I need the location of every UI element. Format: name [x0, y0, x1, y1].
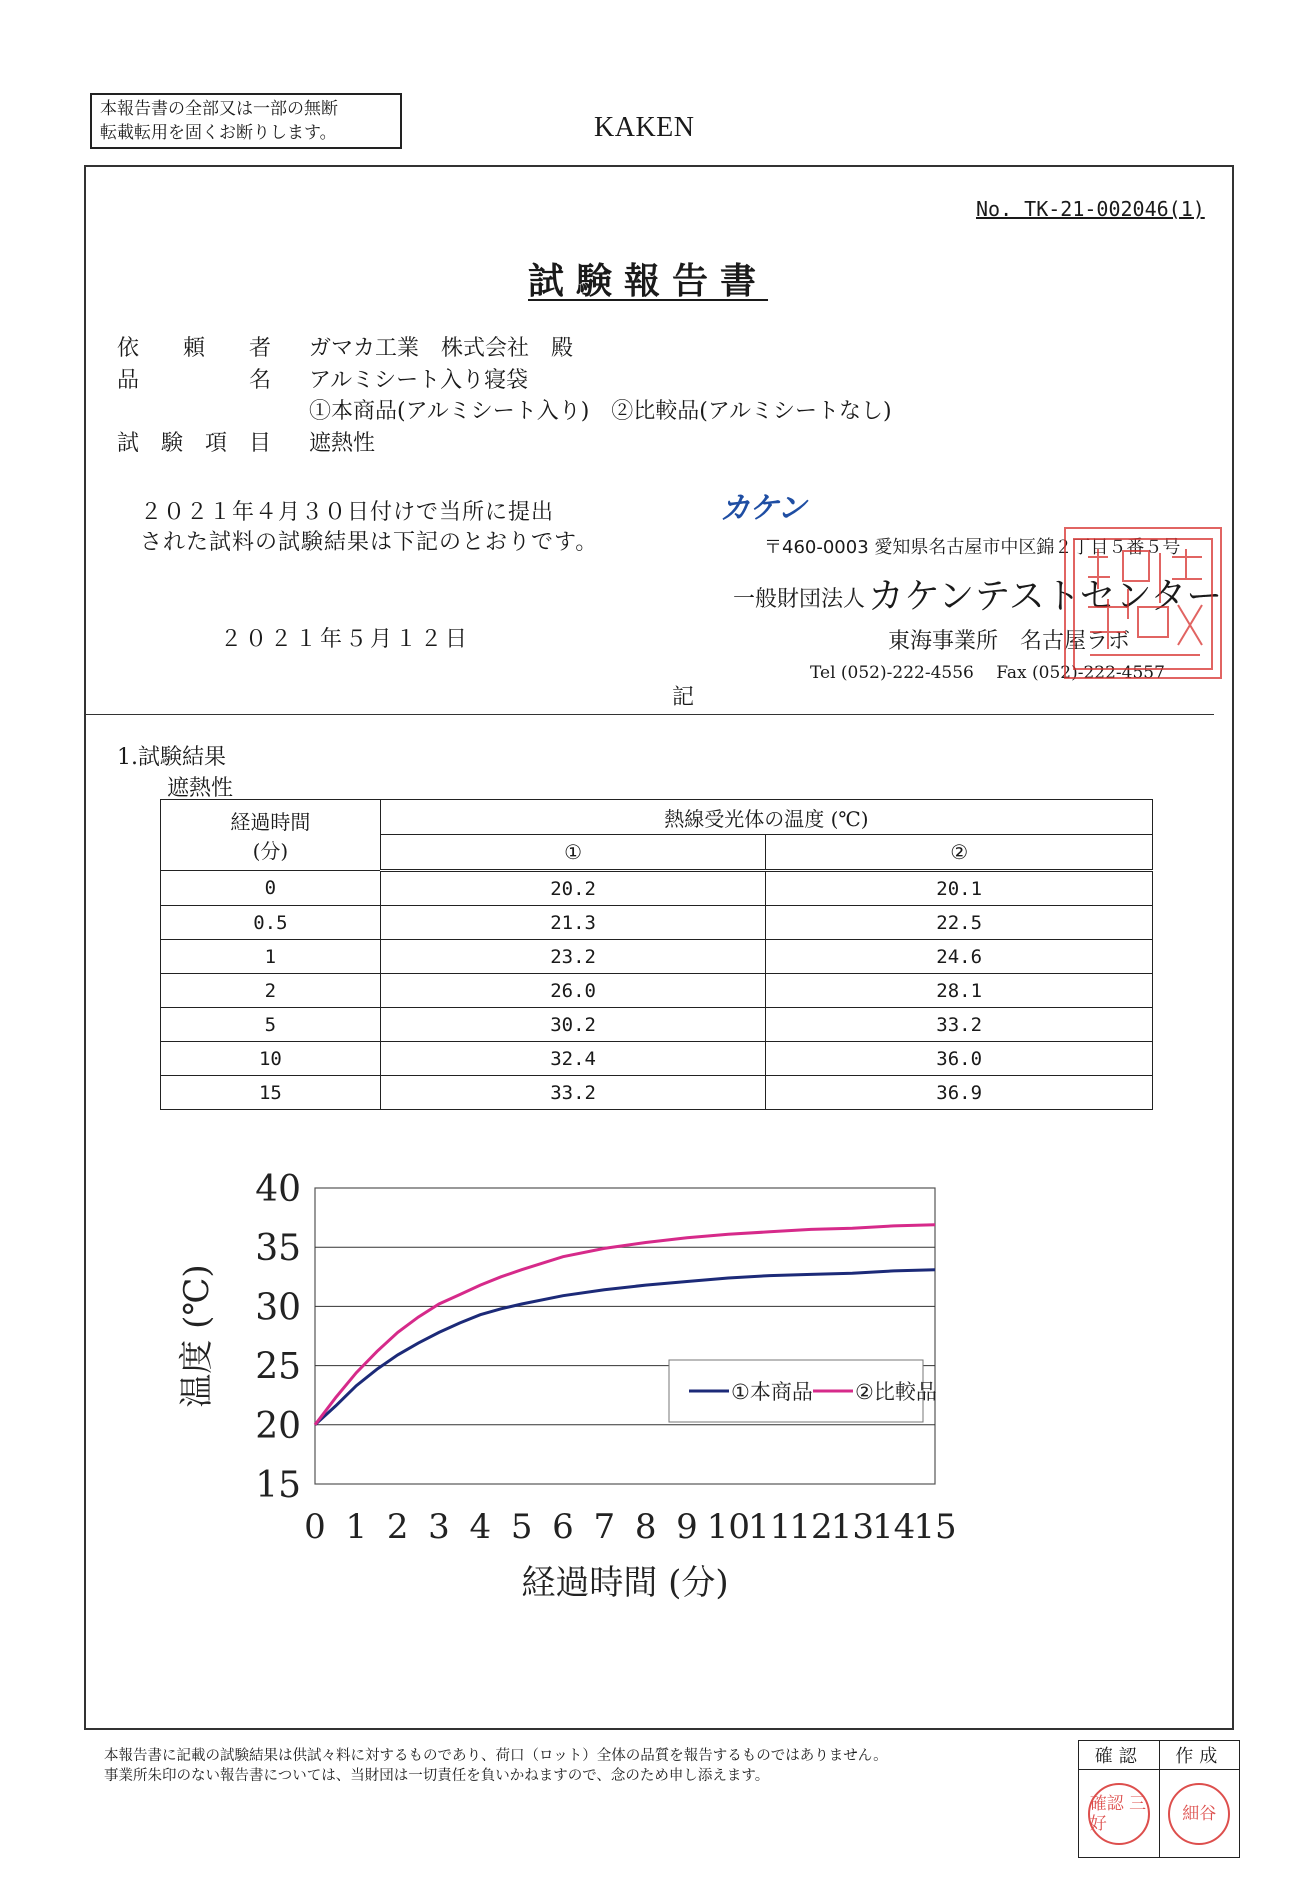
requester-value: ガマカ工業 株式会社 殿: [309, 336, 574, 361]
product-label: 品 名: [117, 368, 272, 393]
product-value: アルミシート入り寝袋: [309, 368, 529, 393]
product-row: [117, 363, 528, 394]
sample-1-temp-cell: 21.3: [380, 906, 766, 940]
issuer-address: 〒460-0003 愛知県名古屋市中区錦２丁目５番５号: [764, 537, 1181, 558]
col-temp-header: 熱線受光体の温度 (℃): [380, 800, 1152, 835]
plot-area: [315, 1188, 935, 1484]
sample-1-temp-cell: 33.2: [380, 1076, 766, 1110]
sample-1-temp-cell: 23.2: [380, 940, 766, 974]
y-axis-label: 温度 (℃): [177, 1264, 217, 1408]
section-title: 1.試験結果: [117, 745, 226, 770]
author-seal: 細谷: [1168, 1783, 1230, 1845]
sample-2-temp-cell: 24.6: [766, 940, 1153, 974]
author-label: 作成: [1159, 1741, 1240, 1769]
chart-svg: [170, 1160, 1100, 1680]
time-cell: 1: [161, 940, 381, 974]
time-cell: 0: [161, 871, 381, 906]
kaken-logo: カケン: [720, 491, 806, 526]
issuer-org-prefix: 一般財団法人: [733, 587, 866, 612]
request-line-1: ２０２１年４月３０日付けで当所に提出: [140, 500, 555, 525]
x-tick-label: 2: [386, 1507, 409, 1547]
seal-pattern: [1068, 537, 1218, 673]
request-line-2: された試料の試験結果は下記のとおりです。: [140, 530, 599, 555]
x-tick-label: 12: [789, 1507, 833, 1547]
requester-row: [117, 331, 573, 362]
test-item-row: [117, 426, 375, 457]
footer-note: [104, 1746, 888, 1786]
issuer-tel-fax: Tel (052)-222-4556 Fax (052)-222-4557: [810, 663, 1165, 683]
notice-line-2: 転載転用を固くお断りします。: [100, 123, 337, 143]
sample-2-temp-cell: 36.9: [766, 1076, 1153, 1110]
test-item-value: 遮熱性: [309, 431, 376, 456]
col-time-label: 経過時間: [230, 810, 311, 834]
y-tick-label: 20: [255, 1405, 301, 1447]
col-time-header: [161, 800, 381, 871]
time-cell: 10: [161, 1042, 381, 1076]
x-tick-label: 1: [345, 1507, 368, 1547]
sample-2-temp-cell: 36.0: [766, 1042, 1153, 1076]
time-cell: 5: [161, 1008, 381, 1042]
x-tick-label: 15: [913, 1507, 957, 1547]
table-row: [161, 1008, 1153, 1042]
notice-line-1: 本報告書の全部又は一部の無断: [100, 99, 338, 119]
temperature-chart: [170, 1160, 1100, 1680]
sample-2-temp-cell: 33.2: [766, 1008, 1153, 1042]
signoff-box: [1078, 1740, 1240, 1858]
table-row: [161, 1042, 1153, 1076]
y-tick-label: 15: [255, 1465, 301, 1506]
sample-2-temp-cell: 28.1: [766, 974, 1153, 1008]
footer-line-1: 本報告書に記載の試験結果は供試々料に対するものであり、荷口（ロット）全体の品質を報告するものではありません。: [104, 1748, 888, 1764]
ki-marker: 記: [672, 685, 695, 710]
confirm-seal-cell: [1079, 1770, 1159, 1857]
col-sample-2-header: ②: [766, 835, 1153, 871]
table-row: [161, 906, 1153, 940]
x-tick-label: 0: [304, 1507, 326, 1547]
report-number: No. TK-21-002046(1): [976, 197, 1205, 221]
table-row: [161, 940, 1153, 974]
time-cell: 0.5: [161, 906, 381, 940]
footer-line-2: 事業所朱印のない報告書については、当財団は一切責任を負いかねますので、念のため申し添えます。: [104, 1768, 770, 1784]
test-item-label: 試 験 項 目: [117, 431, 272, 456]
sample-1-temp-cell: 30.2: [380, 1008, 766, 1042]
x-tick-label: 4: [469, 1507, 492, 1547]
x-tick-label: 13: [830, 1507, 874, 1547]
issuer-org-name: カケンテストセンター: [868, 576, 1223, 617]
x-tick-label: 8: [634, 1507, 657, 1547]
product-detail: ①本商品(アルミシート入り) ②比較品(アルミシートなし): [309, 399, 892, 424]
legend-label: ②比較品: [855, 1380, 937, 1404]
x-tick-label: 11: [748, 1507, 792, 1547]
requester-label: 依 頼 者: [117, 336, 272, 361]
table-row: [161, 1076, 1153, 1110]
col-time-unit: (分): [252, 839, 289, 863]
issue-date: ２０２１年５月１２日: [220, 627, 471, 652]
time-cell: 2: [161, 974, 381, 1008]
reprint-notice: [90, 93, 402, 149]
sample-2-temp-cell: 22.5: [766, 906, 1153, 940]
time-cell: 15: [161, 1076, 381, 1110]
x-tick-label: 10: [706, 1507, 750, 1547]
sample-1-temp-cell: 26.0: [380, 974, 766, 1008]
section-subtitle: 遮熱性: [167, 776, 234, 801]
y-tick-label: 25: [255, 1346, 301, 1388]
x-tick-label: 3: [428, 1507, 450, 1547]
confirm-label: 確認: [1094, 1746, 1143, 1767]
official-seal-stamp: [1064, 527, 1222, 679]
issuer-office: 東海事業所 名古屋ラボ: [888, 629, 1131, 654]
y-tick-label: 35: [255, 1228, 301, 1270]
author-seal-cell: [1159, 1770, 1240, 1857]
confirm-seal: 確認 三好: [1088, 1783, 1150, 1845]
col-sample-1-header: ①: [380, 835, 766, 871]
sample-1-temp-cell: 20.2: [380, 871, 766, 906]
x-tick-label: 7: [593, 1507, 616, 1547]
x-tick-label: 9: [676, 1507, 698, 1547]
x-tick-label: 5: [510, 1507, 533, 1547]
sample-1-temp-cell: 32.4: [380, 1042, 766, 1076]
y-tick-label: 40: [255, 1169, 301, 1210]
x-axis-label: 経過時間 (分): [521, 1563, 729, 1603]
y-tick-label: 30: [255, 1287, 301, 1329]
brand-header: KAKEN: [594, 112, 695, 143]
sample-2-temp-cell: 20.1: [766, 871, 1153, 906]
x-tick-label: 6: [552, 1507, 574, 1547]
x-tick-label: 14: [872, 1507, 916, 1547]
table-row: [161, 974, 1153, 1008]
table-row: [161, 871, 1153, 906]
results-table: [160, 799, 1153, 1110]
section-divider: [84, 714, 1214, 715]
legend-label: ①本商品: [731, 1380, 813, 1404]
report-title: 試験報告書: [528, 260, 769, 302]
